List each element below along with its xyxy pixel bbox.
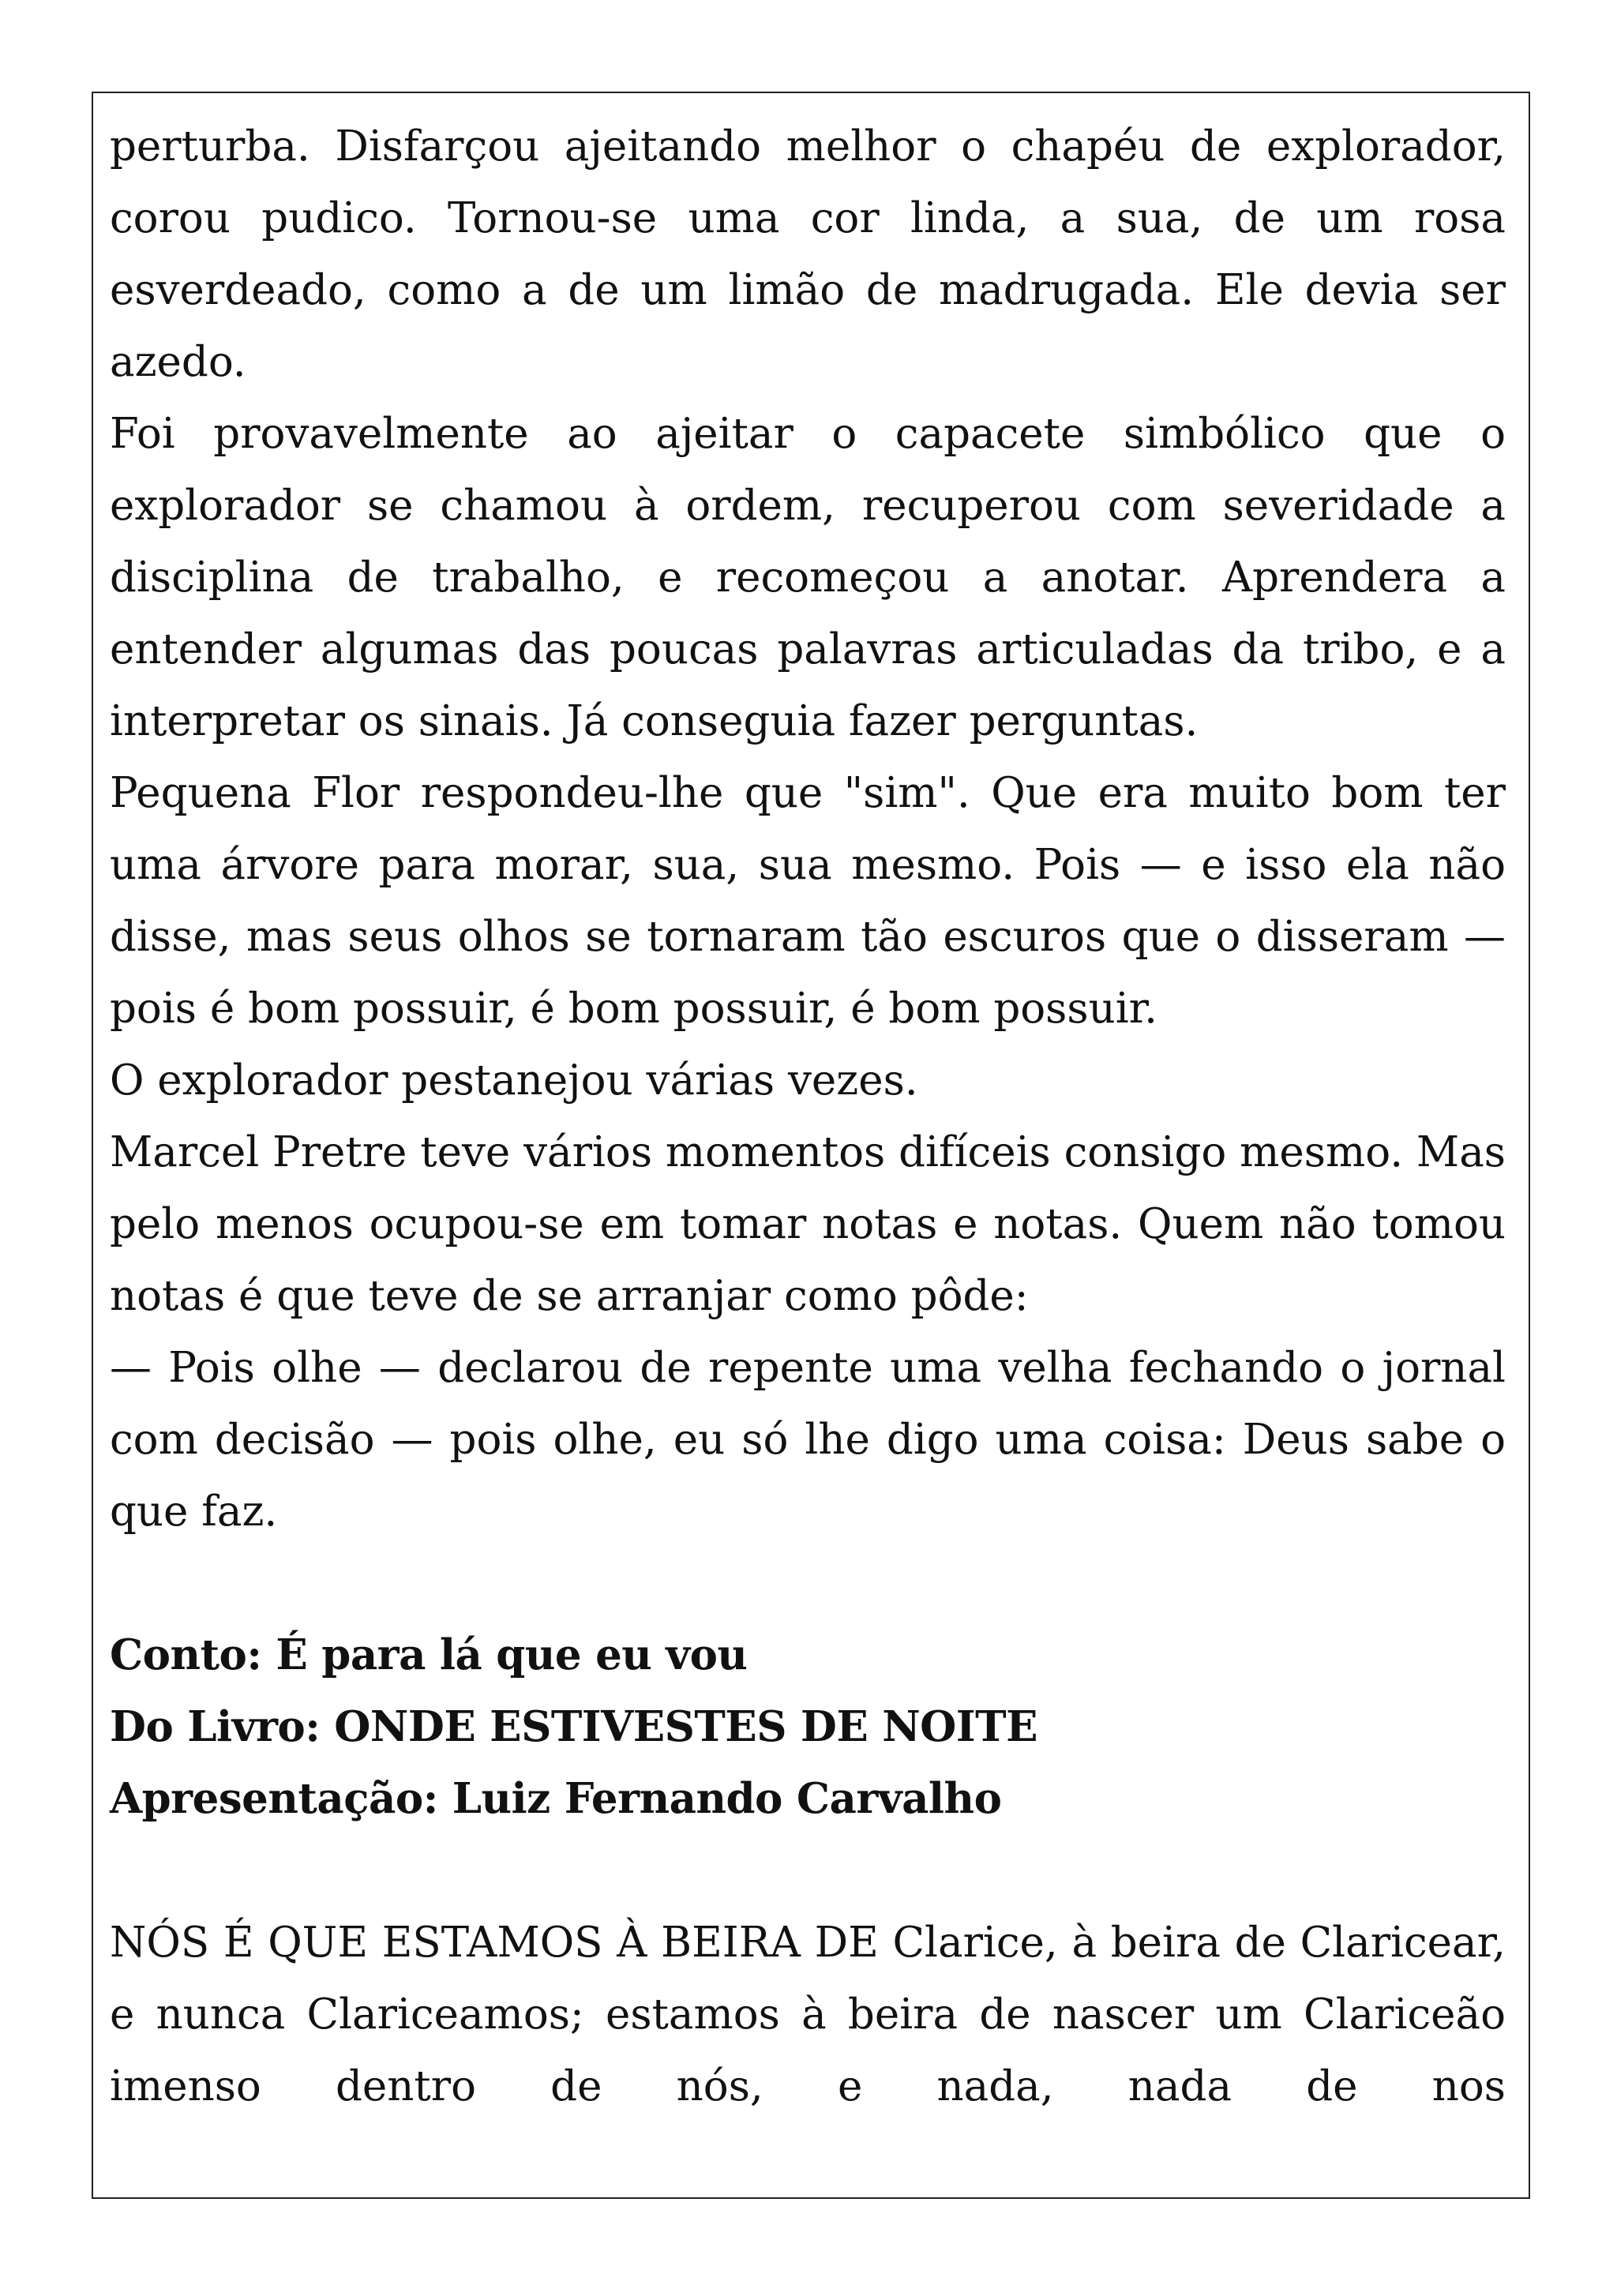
paragraph-intro: NÓS É QUE ESTAMOS À BEIRA DE Clarice, à beira de Claricear, e nunca Clariceamos; estamos à beira de nascer um Clariceão imenso dentro de nós, e nada, nada de nos [110,1919,1506,2110]
heading-conto: Conto: É para lá que eu vou [110,1630,748,1679]
paragraph-3: Pequena Flor respondeu-lhe que "sim". Que era muito bom ter uma árvore para morar, sua, sua mesmo. Pois — e isso ela não disse, mas seus olhos se tornaram tão escuros que o disseram — pois é bom possuir, é bom possuir, é bom possuir. [110,769,1506,1033]
paragraph-5: Marcel Pretre teve vários momentos difíceis consigo mesmo. Mas pelo menos ocupou-se em tomar notas e notas. Quem não tomou notas é que teve de se arranjar como pôde: [110,1128,1506,1320]
section-spacer [110,1548,1506,1619]
paragraph-1: perturba. Disfarçou ajeitando melhor o chapéu de explorador, corou pudico. Tornou-se uma cor linda, a sua, de um rosa esverdeado, como a de um limão de madrugada. Ele devia ser azedo. [110,122,1506,386]
paragraph-2: Foi provavelmente ao ajeitar o capacete simbólico que o explorador se chamou à ordem, recuperou com severidade a disciplina de trabalho, e recomeçou a anotar. Aprendera a entender algumas das poucas palavras articuladas da tribo, e a interpretar os sinais. Já conseguia fazer perguntas. [110,410,1506,745]
document-body [110,111,1506,2122]
paragraph-4: O explorador pestanejou várias vezes. [110,1056,918,1105]
heading-apresentacao: Apresentação: Luiz Fernando Carvalho [110,1774,1002,1823]
paragraph-6: — Pois olhe — declarou de repente uma velha fechando o jornal com decisão — pois olhe, eu só lhe digo uma coisa: Deus sabe o que faz. [110,1344,1506,1536]
heading-livro: Do Livro: ONDE ESTIVESTES DE NOITE [110,1702,1037,1751]
section-spacer-2 [110,1835,1506,1907]
